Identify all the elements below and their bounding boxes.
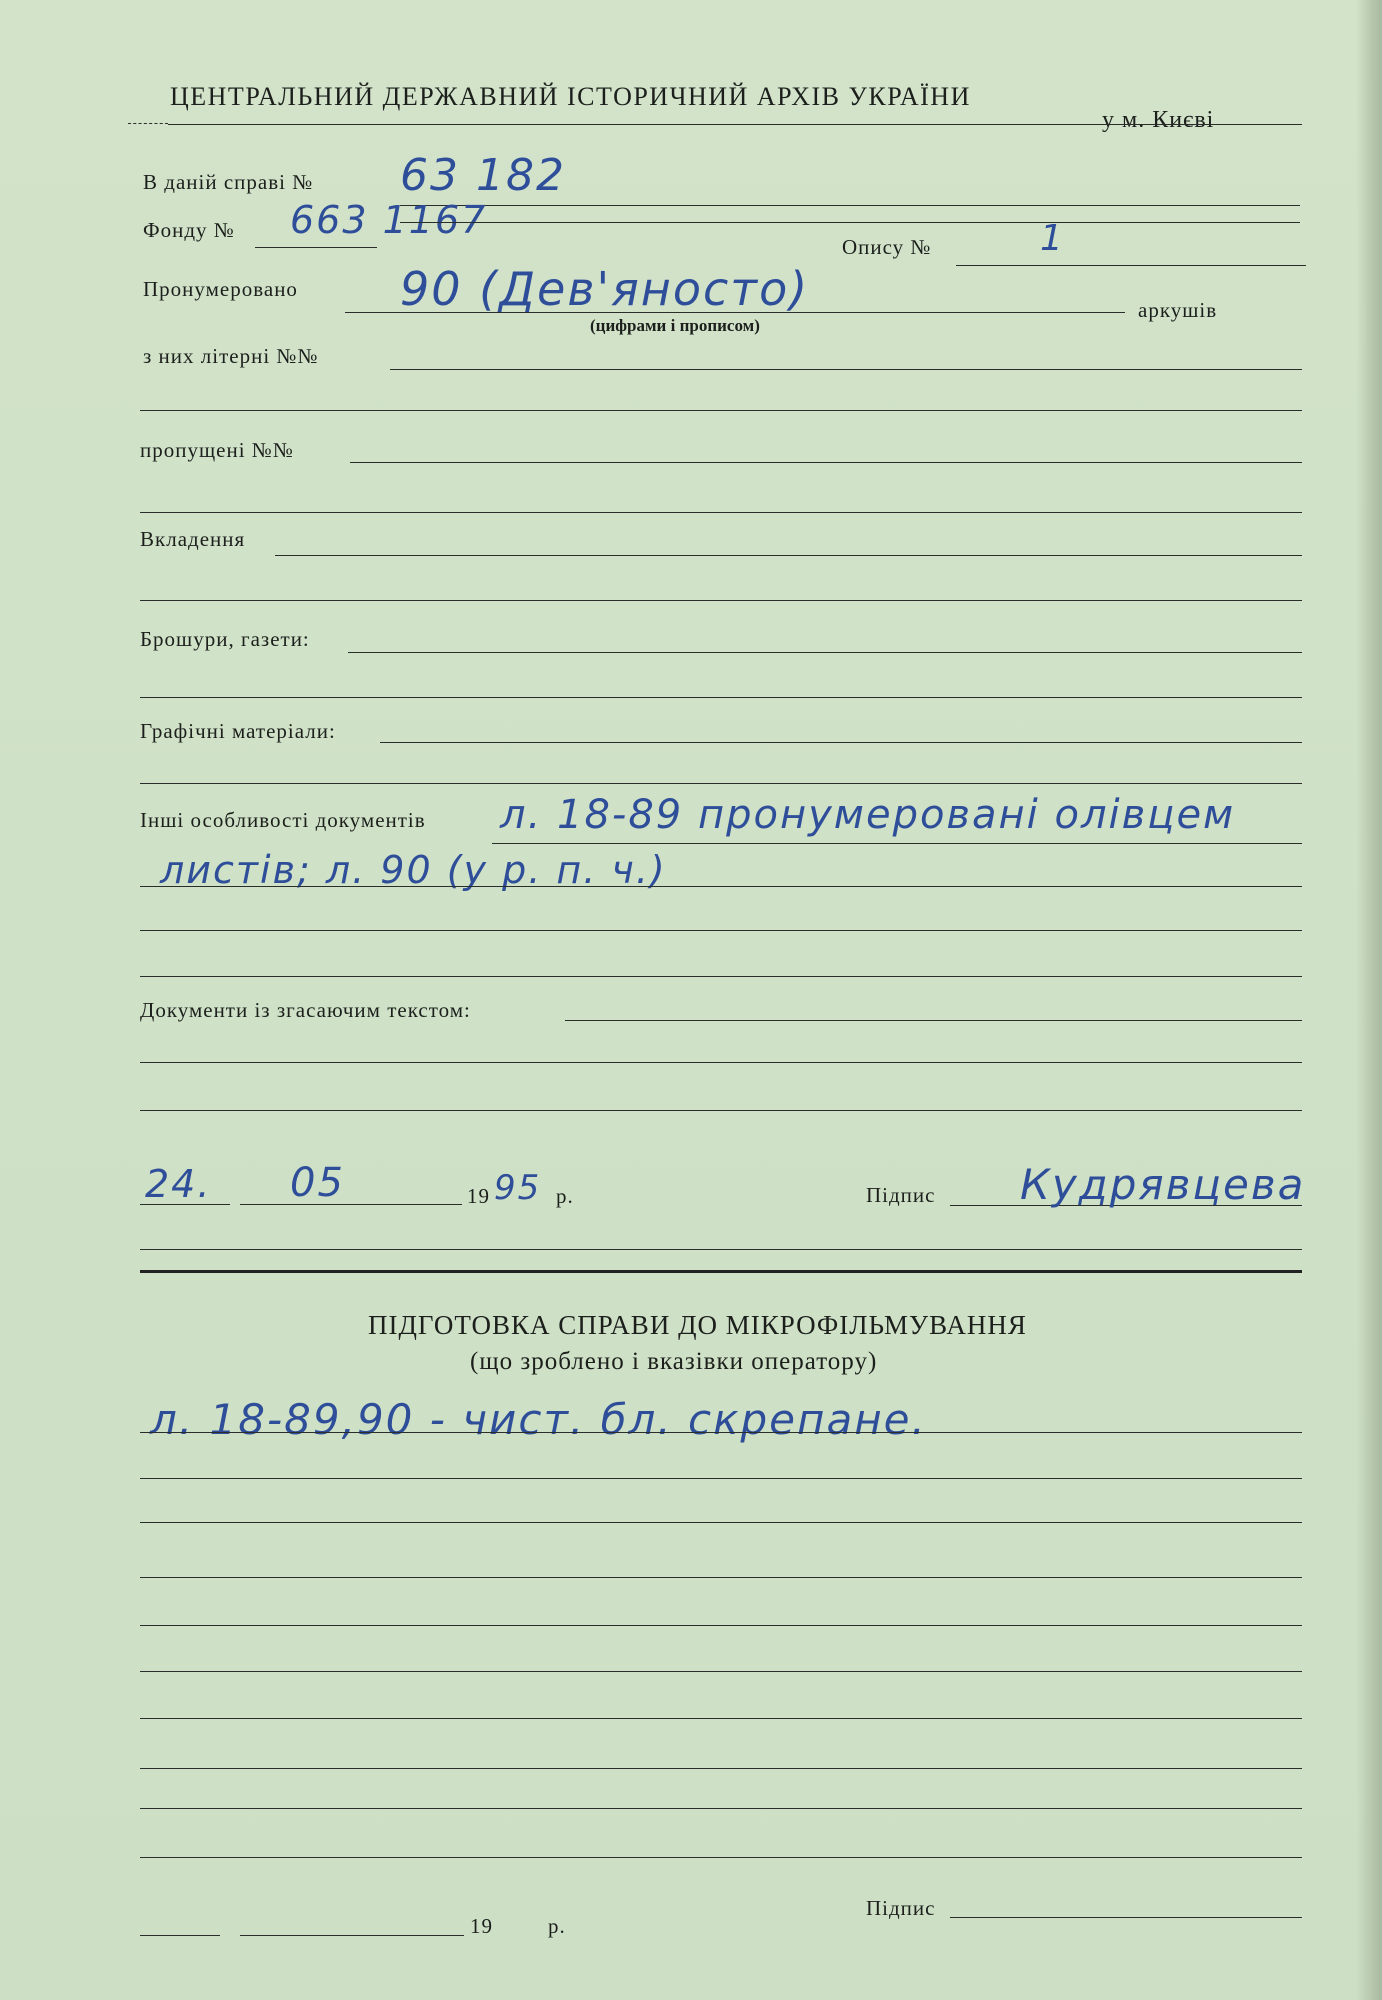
micro-line-2 bbox=[140, 1478, 1302, 1479]
missing-line-2 bbox=[140, 512, 1302, 513]
archive-city: у м. Києві bbox=[1102, 107, 1215, 133]
numbered-label: Пронумеровано bbox=[143, 277, 298, 301]
brochures-line bbox=[348, 652, 1302, 653]
case-line bbox=[400, 205, 1300, 206]
fond-label: Фонду № bbox=[143, 218, 235, 242]
date-month: 05 bbox=[290, 1160, 345, 1206]
attachments-line-2 bbox=[140, 600, 1302, 601]
fading-label: Документи із згасаючим текстом: bbox=[140, 998, 471, 1022]
date-year-prefix: 19 bbox=[467, 1184, 490, 1208]
archive-title: ЦЕНТРАЛЬНИЙ ДЕРЖАВНИЙ ІСТОРИЧНИЙ АРХІВ УКРАЇНИ bbox=[170, 82, 971, 111]
other-value-line1: л. 18-89 пронумеровані олівцем bbox=[500, 792, 1236, 838]
numbered-line bbox=[345, 312, 1125, 313]
fond-line-right bbox=[400, 222, 1300, 223]
section-rule bbox=[140, 1249, 1302, 1250]
micro-date-day-line bbox=[140, 1935, 220, 1936]
graphics-line-2 bbox=[140, 783, 1302, 784]
page-edge-shadow bbox=[1356, 0, 1382, 2000]
fading-line-2 bbox=[140, 1062, 1302, 1063]
fading-line-3 bbox=[140, 1110, 1302, 1111]
micro-line-6 bbox=[140, 1671, 1302, 1672]
opys-value: 1 bbox=[1040, 218, 1065, 259]
other-value-line2: листів; л. 90 (у р. п. ч.) bbox=[160, 848, 667, 892]
micro-line-8 bbox=[140, 1768, 1302, 1769]
literal-line bbox=[390, 369, 1302, 370]
micro-line-7 bbox=[140, 1718, 1302, 1719]
other-line-4 bbox=[140, 976, 1302, 977]
micro-signature-label: Підпис bbox=[866, 1896, 936, 1920]
micro-line-1 bbox=[140, 1432, 1302, 1433]
numbered-value: 90 (Дев'яносто) bbox=[400, 262, 810, 316]
date-r: р. bbox=[556, 1184, 574, 1208]
micro-subheading: (що зроблено і вказівки оператору) bbox=[470, 1348, 878, 1375]
case-label: В даній справі № bbox=[143, 170, 314, 194]
signature-label: Підпис bbox=[866, 1183, 936, 1207]
graphics-label: Графічні матеріали: bbox=[140, 719, 336, 743]
attachments-label: Вкладення bbox=[140, 527, 246, 551]
micro-heading: ПІДГОТОВКА СПРАВИ ДО МІКРОФІЛЬМУВАННЯ bbox=[368, 1310, 1027, 1340]
micro-line-10 bbox=[140, 1857, 1302, 1858]
micro-date-r: р. bbox=[548, 1914, 566, 1938]
micro-line-9 bbox=[140, 1808, 1302, 1809]
date-year-suffix: 95 bbox=[494, 1168, 542, 1208]
other-label: Інші особливості документів bbox=[140, 808, 426, 832]
graphics-line bbox=[380, 742, 1302, 743]
signature-value: Кудрявцева bbox=[1020, 1160, 1306, 1209]
header-rule-left bbox=[128, 123, 168, 124]
micro-line-3 bbox=[140, 1522, 1302, 1523]
missing-label: пропущені №№ bbox=[140, 438, 294, 462]
header-rule bbox=[168, 124, 1302, 125]
numbered-hint: (цифрами і прописом) bbox=[590, 316, 760, 335]
opys-line bbox=[956, 265, 1306, 266]
micro-date-year-prefix: 19 bbox=[470, 1914, 493, 1938]
micro-line-5 bbox=[140, 1625, 1302, 1626]
sheets-label: аркушів bbox=[1138, 298, 1218, 322]
other-line-2 bbox=[140, 886, 1302, 887]
case-value: 63 182 bbox=[400, 150, 566, 201]
brochures-line-2 bbox=[140, 697, 1302, 698]
other-line bbox=[492, 843, 1302, 844]
fading-line bbox=[565, 1020, 1302, 1021]
literal-label: з них літерні №№ bbox=[143, 344, 319, 368]
literal-line-2 bbox=[140, 410, 1302, 411]
micro-signature-line bbox=[950, 1917, 1302, 1918]
other-line-3 bbox=[140, 930, 1302, 931]
micro-line-4 bbox=[140, 1577, 1302, 1578]
attachments-line bbox=[275, 555, 1302, 556]
micro-note: л. 18-89,90 - чист. бл. скрепане. bbox=[150, 1395, 927, 1444]
missing-line bbox=[350, 462, 1302, 463]
section-rule-thick bbox=[140, 1270, 1302, 1273]
brochures-label: Брошури, газети: bbox=[140, 627, 310, 651]
fond-line bbox=[255, 247, 377, 248]
date-day-line bbox=[140, 1204, 230, 1205]
fond-value: 663 1167 bbox=[290, 198, 488, 242]
opys-label: Опису № bbox=[842, 235, 932, 259]
micro-date-month-line bbox=[240, 1935, 464, 1936]
date-month-line bbox=[240, 1204, 462, 1205]
date-day: 24. bbox=[145, 1162, 212, 1206]
